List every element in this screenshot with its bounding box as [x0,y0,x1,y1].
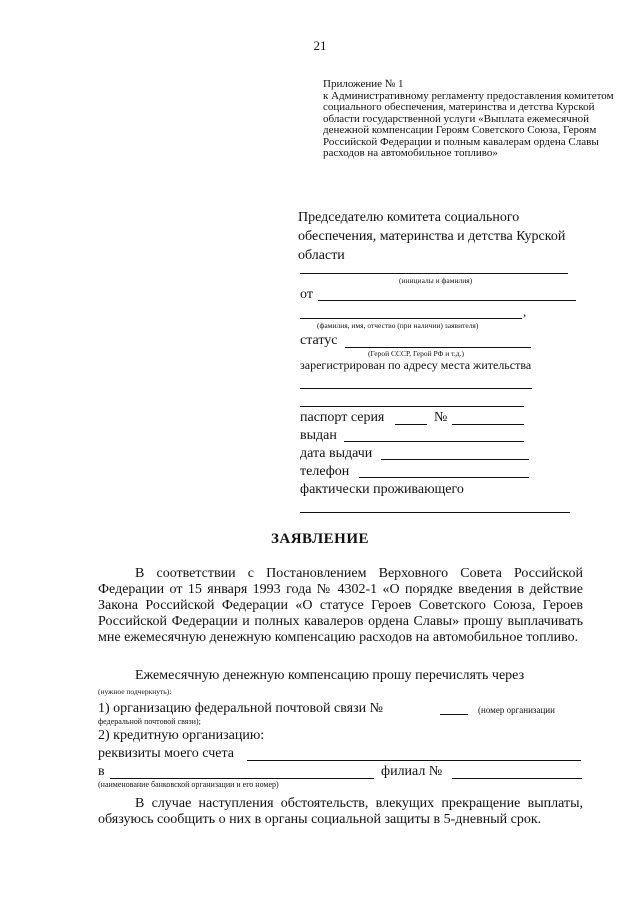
issue-date-line[interactable] [381,459,529,460]
statement-paragraph-2-text: Ежемесячную денежную компенсацию прошу перечислять через [135,668,525,683]
issued-line[interactable] [344,441,524,442]
passport-series-line[interactable] [395,424,427,425]
status-label: статус [300,333,338,348]
caption-bank: (наименование банковской организации и его номер) [98,780,279,789]
statement-title: ЗАЯВЛЕНИЕ [270,531,370,547]
account-label: реквизиты моего счета [98,746,234,761]
address-line-2[interactable] [300,406,524,407]
actual-residence-label: фактически проживающего [300,482,464,497]
addressee-block: Председателю комитета социального обеспечения, материнства и детства Курской области [298,210,566,263]
bank-line[interactable] [110,778,374,779]
from-label: от [300,287,313,302]
page-number: 21 [313,38,327,53]
option-credit: 2) кредитную организацию: [98,728,265,743]
note-underline: (нужное подчеркнуть): [98,687,172,696]
statement-paragraph-3-text: В случае наступления обстоятельств, влекущих прекращение выплаты, обязуюсь сообщить о них в органы социальной защиты в 5-дневный срок. [98,796,583,827]
branch-line[interactable] [452,778,582,779]
registered-label: зарегистрирован по адресу места жительства [300,358,532,372]
address-line-1[interactable] [300,388,532,389]
statement-paragraph-1 [98,566,583,646]
phone-label: телефон [300,464,350,479]
option-postal-note-a: (номер организации [478,705,555,715]
passport-number-sign: № [434,410,448,425]
postal-number-line[interactable] [440,714,468,715]
statement-paragraph-2 [98,668,583,684]
passport-label: паспорт серия [300,410,385,425]
statement-paragraph-1-text: В соответствии с Постановлением Верховного Совета Российской Федерации от 15 января 1993 года № 4302-1 «О порядке введения в действие Закона Российской Федерации «О статусе Героев Советского Союза, Героев Российской Федерации и полных кавалеров ордена Славы» прошу выплачивать мне ежемесячную денежную компенсацию расходов на автомобильное топливо. [98,566,583,645]
option-postal: 1) организацию федеральной почтовой связи № [98,701,383,716]
caption-status: (Герой СССР, Герой РФ и т.д.) [368,349,464,358]
status-line[interactable] [345,347,531,348]
caption-fio: (фамилия, имя, отчество (при наличии) заявителя) [317,321,479,330]
from-line[interactable] [318,300,576,301]
initials-line[interactable] [300,273,568,274]
option-postal-note-b: федеральной почтовой связи); [98,717,201,726]
passport-number-line[interactable] [452,424,524,425]
phone-line[interactable] [359,477,529,478]
appendix-text: к Административному регламенту предоставления комитетом социального обеспечения, материнства и детства Курской области государственной услуги «Выплата ежемесячной денежной компенсации Героям Советского Союза, Героям Российской Федерации и полным кавалерам ордена Славы расходов на автомобильное топливо» [323,89,614,159]
actual-residence-line[interactable] [300,512,570,513]
fio-comma: , [523,304,527,319]
account-line[interactable] [247,760,581,761]
issued-label: выдан [300,428,337,443]
appendix-title: Приложение № 1 [323,78,404,90]
issue-date-label: дата выдачи [300,446,373,461]
branch-label: филиал № [381,764,443,779]
appendix-block [323,79,623,160]
in-label: в [98,764,105,779]
statement-paragraph-3 [98,796,583,828]
fio-line[interactable] [300,318,522,319]
caption-initials: (инициалы и фамилия) [399,276,473,285]
